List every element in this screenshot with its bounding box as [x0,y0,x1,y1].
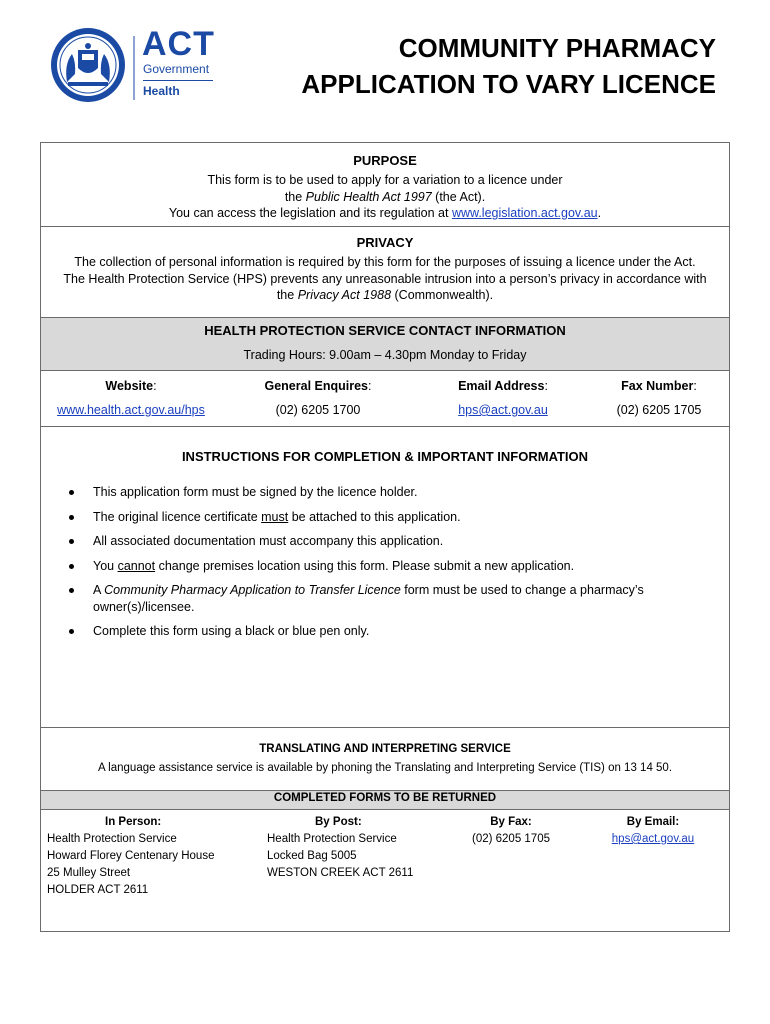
address-line: Health Protection Service [47,833,177,845]
bullet-icon [69,515,74,520]
privacy-line1: The collection of personal information is required by this form for the purposes of issuing a licence under the Act. [74,255,696,269]
purpose-line1: This form is to be used to apply for a variation to a licence under [207,173,563,187]
bullet-icon [69,588,74,593]
website-label-colon: : [153,379,157,393]
fax-label-text: Fax Number [621,379,694,393]
divider [41,426,729,427]
by-post-heading: By Post: [315,816,362,828]
page-title [286,30,716,102]
instruction-text: Complete this form using a black or blue pen only. [93,624,370,638]
website-label [45,379,217,393]
list-item [69,509,709,526]
instruction-emphasis: cannot [117,558,156,573]
purpose-heading: PURPOSE [353,153,417,168]
website-link[interactable]: www.health.act.gov.au/hps [57,403,205,417]
email-label-colon: : [544,379,548,393]
email-value [419,403,587,417]
instruction-emphasis: must [261,509,289,524]
enquiries-label-colon: : [368,379,372,393]
tis-heading: TRANSLATING AND INTERPRETING SERVICE [259,743,511,755]
purpose-line3-pre: You can access the legislation and its regulation at [168,206,452,220]
instruction-text: You [93,558,118,573]
list-item [69,484,709,501]
privacy-line3-post: (Commonwealth). [391,288,494,302]
privacy-heading: PRIVACY [356,235,414,250]
bullet-icon [69,539,74,544]
page-title-line1: COMMUNITY PHARMACY [398,33,716,63]
privacy-text [41,254,729,304]
legislation-link[interactable]: www.legislation.act.gov.au [451,206,598,220]
instruction-text: form must be used to change a pharmacy’s owner(s)/licensee. [93,583,644,614]
returned-heading: COMPLETED FORMS TO BE RETURNED [273,792,497,804]
logo-divider [143,80,213,81]
purpose-line2-post: (the Act). [431,189,486,204]
instruction-text: be attached to this application. [288,509,461,524]
return-email-link[interactable]: hps@act.gov.au [611,833,695,845]
page-title-line2: APPLICATION TO VARY LICENCE [301,69,716,99]
bullet-icon [69,490,74,495]
purpose-line3-post: . [597,206,602,220]
bullet-icon [69,629,74,634]
list-item [69,582,709,615]
instructions-list [69,484,709,640]
enquiries-value: (02) 6205 1700 [275,403,361,417]
address-line: Health Protection Service [267,833,397,845]
privacy-line3-pre: the [276,288,298,302]
logo-health-text: Health [143,84,180,98]
email-address [601,831,705,848]
divider [41,727,729,728]
privacy-act-ref: Privacy Act 1988 [297,288,392,302]
logo-government-text: Government [143,62,210,76]
address-line: WESTON CREEK ACT 2611 [267,867,414,879]
instruction-text: All associated documentation must accompany this application. [93,534,444,548]
by-fax-heading: By Fax: [490,816,532,828]
email-label-text: Email Address [458,379,545,393]
public-health-act-ref: Public Health Act 1997 [305,189,432,204]
instruction-text: change premises location using this form. Please submit a new application. [155,558,575,573]
trading-hours: Trading Hours: 9.00am – 4.30pm Monday to Friday [243,348,527,362]
email-label [419,379,587,393]
divider [41,226,729,227]
email-link[interactable]: hps@act.gov.au [458,403,548,417]
address-line: 25 Mulley Street [47,867,131,879]
instructions-heading: INSTRUCTIONS FOR COMPLETION & IMPORTANT INFORMATION [181,449,589,464]
instruction-text: This application form must be signed by the licence holder. [93,485,418,499]
logo-act-text: ACT [142,25,215,63]
act-government-health-logo [48,24,218,110]
instruction-text: A [93,583,105,597]
purpose-line2 [41,189,729,206]
by-email-column [601,814,705,848]
address-line: HOLDER ACT 2611 [47,884,149,896]
tis-text: A language assistance service is available by phoning the Translating and Interpreting Service (TIS) on 13 14 50. [97,762,673,774]
enquiries-label [233,379,403,393]
transfer-licence-form-ref: Community Pharmacy Application to Transfer Licence [104,583,401,597]
address-line: Locked Bag 5005 [267,850,357,862]
contact-heading: HEALTH PROTECTION SERVICE CONTACT INFORMATION [204,323,566,338]
privacy-line3 [41,287,729,304]
by-post-column [267,814,467,882]
by-fax-column [461,814,561,848]
privacy-line2: The Health Protection Service (HPS) prevents any unreasonable intrusion into a person’s privacy in accordance with [63,271,707,286]
in-person-column [47,814,247,899]
fax-number: (02) 6205 1705 [471,833,550,845]
fax-label-colon: : [693,379,697,393]
website-value [45,403,217,417]
form-info-box [40,142,730,932]
purpose-line3 [41,205,729,222]
purpose-line2-pre: the [284,189,306,204]
list-item [69,623,709,640]
fax-value: (02) 6205 1705 [616,403,702,417]
purpose-text [41,172,729,222]
address-line: Howard Florey Centenary House [47,850,215,862]
instruction-text: The original licence certificate [93,509,262,524]
enquiries-label-text: General Enquires [264,379,369,393]
by-email-heading: By Email: [626,816,680,828]
bullet-icon [69,564,74,569]
in-person-heading: In Person: [105,816,162,828]
list-item [69,558,709,575]
fax-label [589,379,729,393]
list-item [69,533,709,550]
website-label-text: Website [105,379,154,393]
